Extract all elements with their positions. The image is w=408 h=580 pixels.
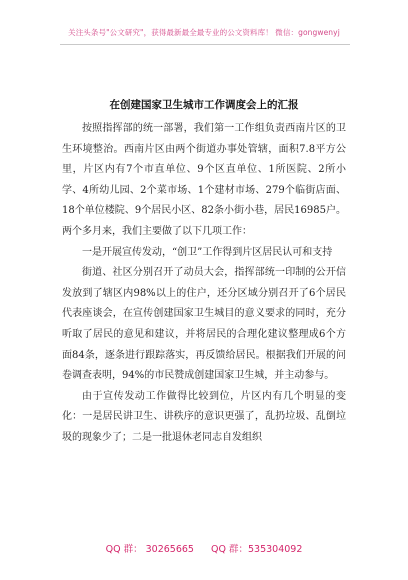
paragraph-heading-publicity: 一是开展宣传发动，“创卫”工作得到片区居民认可和支持 (82, 246, 333, 258)
header-promo-note: 关注头条号"公文研究"，获得最新最全最专业的公文资料库！ 微信：gongwenyj (68, 28, 340, 37)
paragraph-overview: 按照指挥部的统一部署，我们第一工作组负责西南片区的卫生环境整治。西南片区由两个街道办事处管辖，面积7.8平方公里，片区内有7个市直单位、9个区直单位、1所医院、2所小学、4所幼儿园、2个菜市场、1个建材市场、279个临街店面、18个单位楼院、9个居民小区、82条小街小巷，居民16985户。两个多月来，我们主要做了以下几项工作： (62, 123, 346, 237)
paragraph-changes: 由于宣传发动工作做得比较到位，片区内有几个明显的变化：一是居民讲卫生、讲秩序的意识更强了，乱扔垃圾、乱倒垃圾的现象少了；二是一批退休老同志自发组织 (62, 390, 346, 443)
footer-qq-group-2: QQ 群：535304092 (211, 544, 303, 555)
header-divider (60, 44, 350, 45)
footer-qq-group-1: QQ 群： 30265665 (105, 544, 194, 555)
document-body (62, 119, 346, 449)
paragraph-publicity-details: 街道、社区分别召开了动员大会，指挥部统一印制的公开信发放到了辖区内98%以上的住户，还分区域分别召开了6个居民代表座谈会，在宣传创建国家卫生城目的意义要求的同时，充分听取了居民的意见和建议，并将居民的合理化建议整理成6个方面84条，逐条进行跟踪落实，再反馈给居民。根据我们开展的问卷调查表明，94%的市民赞成创建国家卫生城，并主动参与。 (62, 267, 346, 382)
footer-contact (0, 541, 408, 555)
document-title: 在创建国家卫生城市工作调度会上的汇报 (109, 99, 299, 111)
